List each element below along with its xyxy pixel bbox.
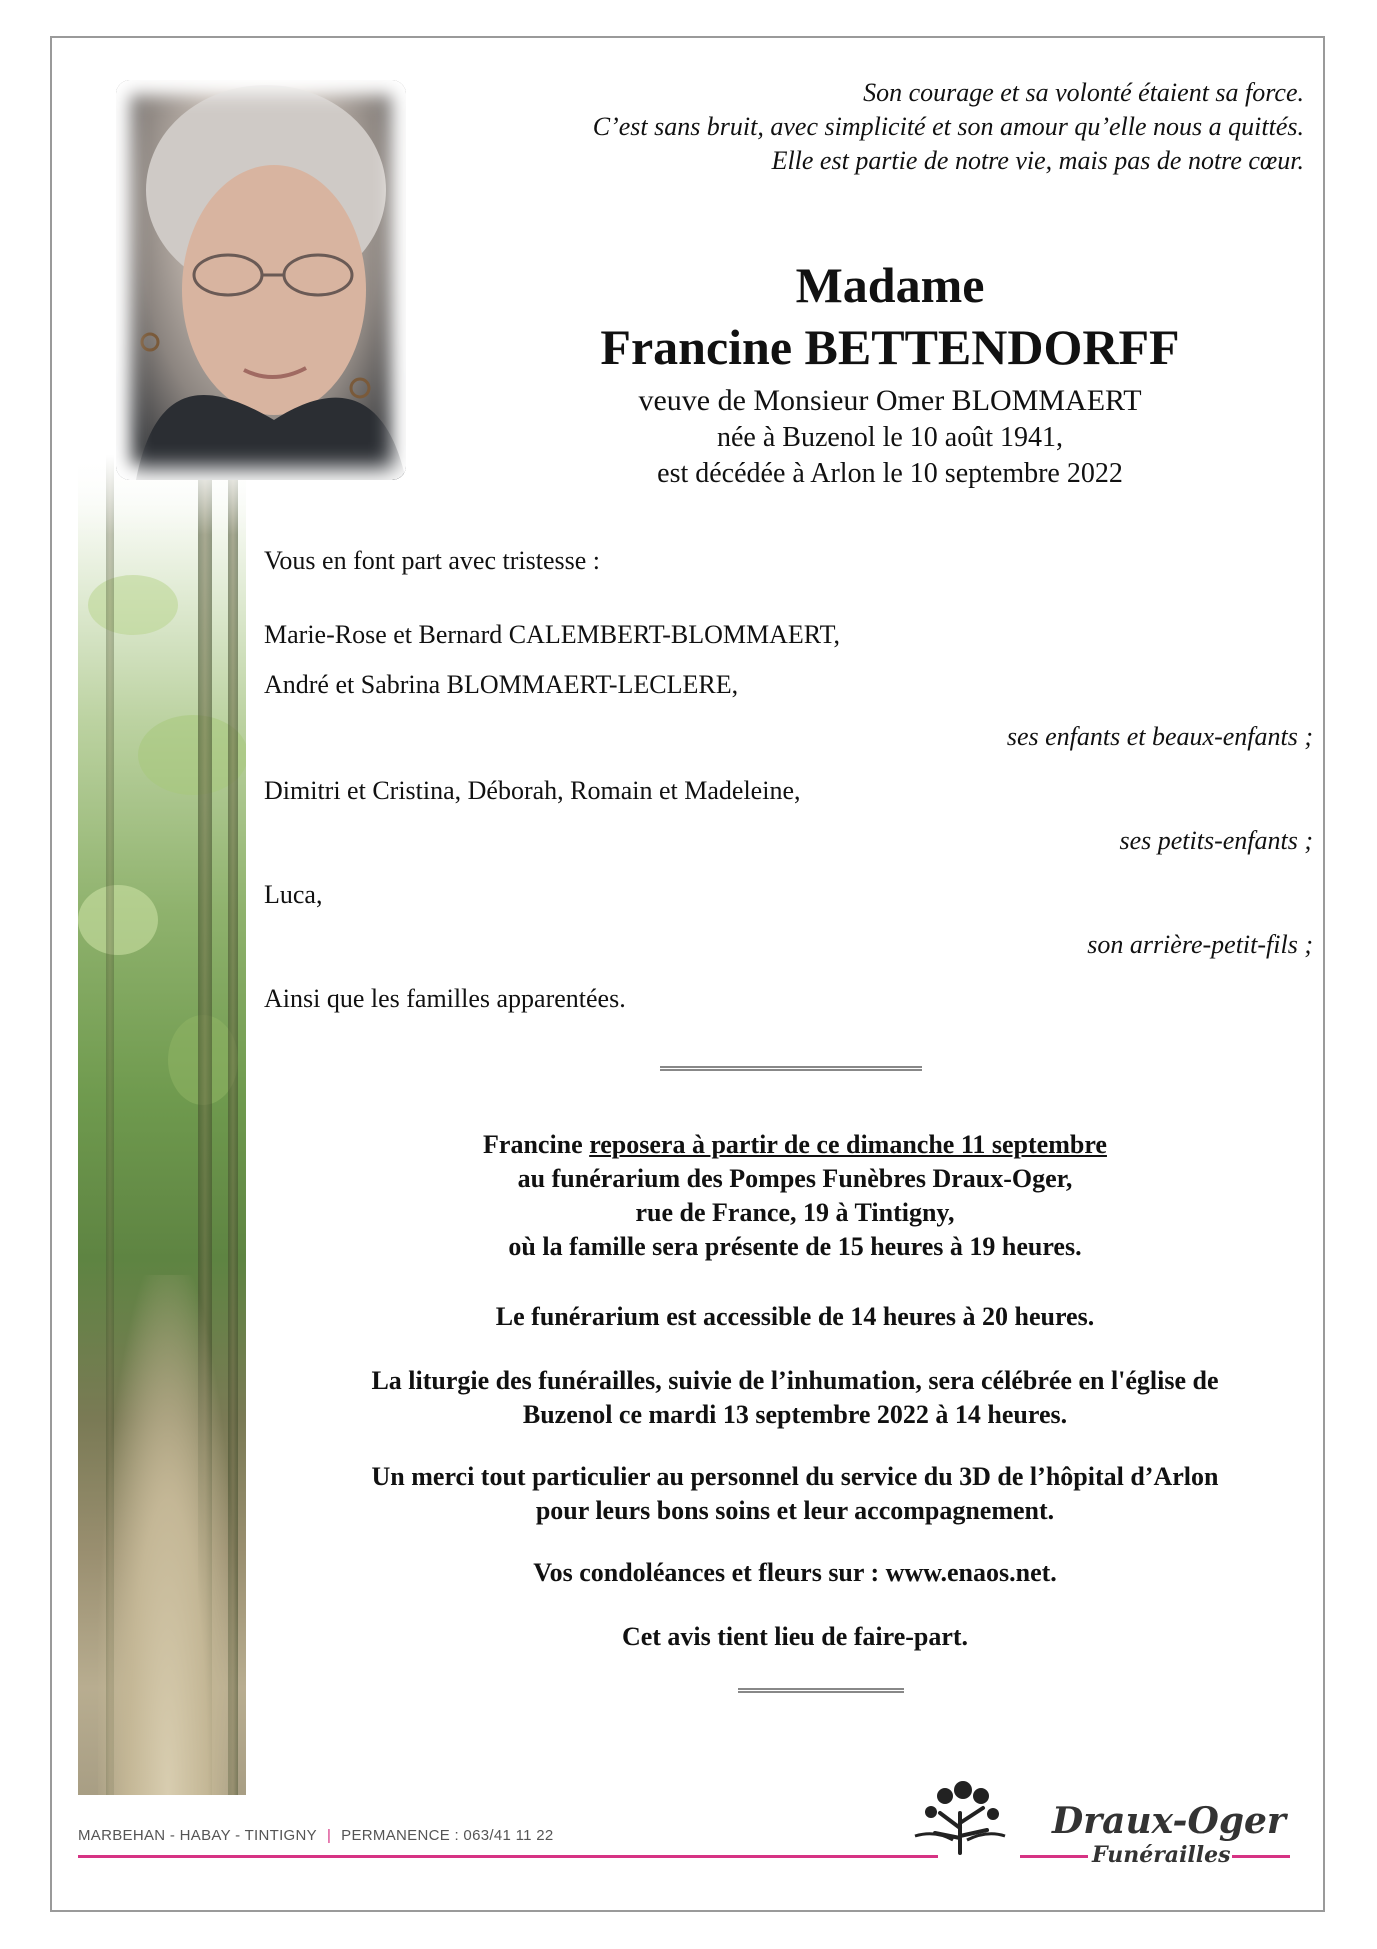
rest-underlined: reposera à partir de ce dimanche 11 septembre [589,1130,1107,1159]
separator-top [660,1066,922,1071]
brand-pink-line-left [1020,1855,1088,1858]
rest-line-3: rue de France, 19 à Tintigny, [635,1198,955,1227]
brand-pink-line-right [1232,1855,1290,1858]
deceased-name: Francine BETTENDORFF [600,319,1180,375]
footer-contact [78,1827,554,1844]
liturgy-info [260,1364,1330,1432]
quote-line-2: C’est sans bruit, avec simplicité et son amour qu’elle nous a quittés. [592,112,1304,141]
footer-locations: MARBEHAN - HABAY - TINTIGNY [78,1827,317,1844]
family-grandchildren-role: ses petits-enfants ; [1119,826,1313,855]
thanks-info [260,1460,1330,1528]
rest-prefix: Francine [483,1130,590,1159]
rest-info [260,1128,1330,1264]
family-children-1: Marie-Rose et Bernard CALEMBERT-BLOMMAERT, [264,620,841,649]
rest-line-4: où la famille sera présente de 15 heures à 19 heures. [508,1232,1082,1261]
quote-line-3: Elle est partie de notre vie, mais pas de notre cœur. [771,146,1304,175]
separator-bottom [738,1688,904,1693]
family-children-role: ses enfants et beaux-enfants ; [1006,722,1313,751]
condolences-info: Vos condoléances et fleurs sur : www.enaos.net. [533,1558,1057,1587]
family-children-2: André et Sabrina BLOMMAERT-LECLERE, [264,670,739,699]
footer-pink-line [78,1855,938,1858]
notice-info: Cet avis tient lieu de faire-part. [621,1622,969,1651]
liturgy-line-1: La liturgie des funérailles, suivie de l’inhumation, sera célébrée en l'église de [371,1366,1219,1395]
thanks-line-2: pour leurs bons soins et leur accompagnement. [535,1496,1055,1525]
brand-name: Draux-Oger [1052,1800,1286,1842]
tree-logo-icon [905,1778,1015,1858]
thanks-line-1: Un merci tout particulier au personnel du service du 3D de l’hôpital d’Arlon [371,1462,1219,1491]
footer-divider: | [326,1827,332,1844]
footer-permanence: PERMANENCE : 063/41 11 22 [341,1827,554,1844]
family-greatgrandchild-role: son arrière-petit-fils ; [1087,930,1313,959]
deceased-birth: née à Buzenol le 10 août 1941, [716,422,1063,453]
rest-line-2: au funérarium des Pompes Funèbres Draux-Oger, [517,1164,1073,1193]
access-hours: Le funérarium est accessible de 14 heures à 20 heures. [495,1302,1095,1331]
portrait-photo [116,80,406,480]
deceased-widow-of: veuve de Monsieur Omer BLOMMAERT [638,384,1142,417]
liturgy-line-2: Buzenol ce mardi 13 septembre 2022 à 14 heures. [522,1400,1068,1429]
deceased-death: est décédée à Arlon le 10 septembre 2022 [657,458,1123,489]
forest-path-image [78,455,246,1795]
family-greatgrandchild: Luca, [264,880,323,909]
family-intro: Vous en font part avec tristesse : [264,546,600,575]
family-grandchildren: Dimitri et Cristina, Déborah, Romain et Madeleine, [264,776,801,805]
family-relatives: Ainsi que les familles apparentées. [264,984,626,1013]
quote-line-1: Son courage et sa volonté étaient sa force. [863,78,1304,107]
brand-subtitle: Funérailles [1092,1842,1231,1868]
epitaph-quote [444,76,1304,178]
deceased-title: Madame [795,257,985,313]
